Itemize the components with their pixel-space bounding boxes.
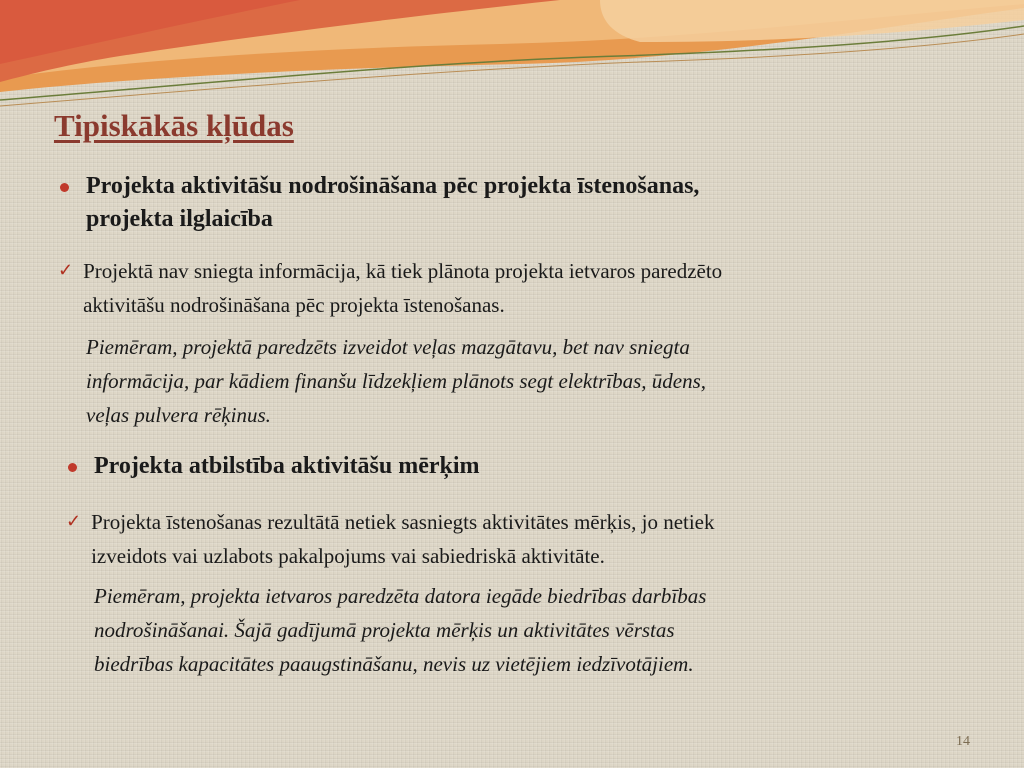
point-1-line-1: Projektā nav sniegta informācija, kā tiek plānota projekta ietvaros paredzēto: [83, 259, 723, 283]
point-2-line-2: izveidots vai uzlabots pakalpojums vai sabiedriskā aktivitāte.: [91, 544, 605, 568]
checkmark-icon: ✓: [58, 260, 74, 280]
example-1-line-2: informācija, par kādiem finanšu līdzekļiem plānots segt elektrības, ūdens,: [86, 369, 707, 393]
decorative-header-swoosh: [0, 0, 1024, 120]
point-2-line-1: Projekta īstenošanas rezultātā netiek sasniegts aktivitātes mērķis, jo netiek: [91, 510, 715, 534]
heading-1-line-2: projekta ilglaicība: [86, 206, 273, 232]
example-1-line-3: veļas pulvera rēķinus.: [86, 403, 271, 427]
bullet-heading-2: [68, 450, 480, 483]
slide-page-number: 14: [956, 734, 970, 749]
bullet-dot-icon: [68, 463, 77, 472]
check-point-1: [58, 254, 722, 322]
check-point-2: [66, 505, 715, 573]
bullet-dot-icon: [60, 183, 69, 192]
example-1: [86, 330, 706, 432]
example-2-line-2: nodrošināšanai. Šajā gadījumā projekta mērķis un aktivitātes vērstas: [94, 618, 675, 642]
point-1-line-2: aktivitāšu nodrošināšana pēc projekta īstenošanas.: [83, 293, 505, 317]
page-title: Tipiskākās kļūdas: [54, 108, 294, 143]
example-2-line-3: biedrības kapacitātes paaugstināšanu, nevis uz vietējiem iedzīvotājiem.: [94, 652, 694, 676]
example-2: [94, 579, 706, 681]
checkmark-icon: ✓: [66, 511, 82, 531]
bullet-heading-1: [60, 170, 699, 236]
heading-1-line-1: Projekta aktivitāšu nodrošināšana pēc projekta īstenošanas,: [86, 173, 700, 199]
example-2-line-1: Piemēram, projekta ietvaros paredzēta datora iegāde biedrības darbības: [94, 584, 707, 608]
example-1-line-1: Piemēram, projektā paredzēts izveidot veļas mazgātavu, bet nav sniegta: [86, 335, 690, 359]
heading-2: Projekta atbilstība aktivitāšu mērķim: [94, 453, 480, 479]
